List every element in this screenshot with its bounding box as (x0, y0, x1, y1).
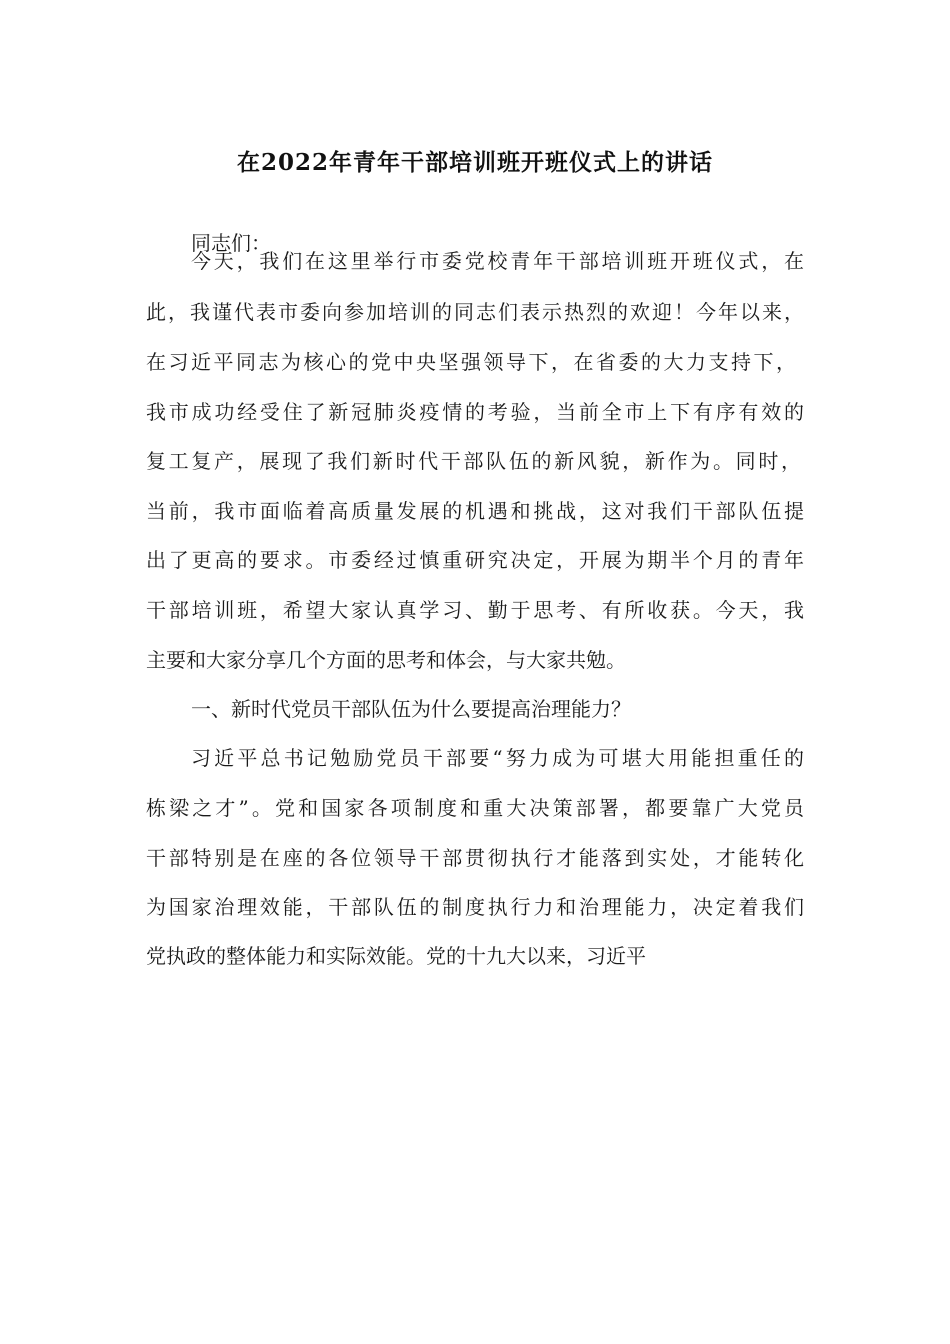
document-title: 在2022年青年干部培训班开班仪式上的讲话 (236, 149, 713, 176)
paragraph-line: 当前，我市面临着高质量发展的机遇和挑战，这对我们干部队伍提 (146, 499, 804, 523)
section-heading: 一、新时代党员干部队伍为什么要提高治理能力？ (191, 697, 631, 721)
paragraph-line: 在习近平同志为核心的党中央坚强领导下，在省委的大力支持下， (146, 350, 796, 374)
paragraph-line: 干部培训班，希望大家认真学习、勤于思考、有所收获。今天，我 (146, 598, 804, 622)
paragraph-line: 为国家治理效能，干部队伍的制度执行力和治理能力，决定着我们 (146, 895, 804, 919)
salutation: 同志们： (191, 231, 271, 255)
paragraph-line: 干部特别是在座的各位领导干部贯彻执行才能落到实处，才能转化 (146, 846, 804, 870)
paragraph-line: 党执政的整体能力和实际效能。党的十九大以来，习近平 (146, 944, 646, 968)
paragraph-line: 今天，我们在这里举行市委党校青年干部培训班开班仪式，在 (191, 249, 804, 273)
paragraph-line: 习近平总书记勉励党员干部要“努力成为可堪大用能担重任的 (191, 746, 804, 770)
paragraph-line: 此，我谨代表市委向参加培训的同志们表示热烈的欢迎！今年以来， (146, 300, 804, 324)
paragraph-line: 出了更高的要求。市委经过慎重研究决定，开展为期半个月的青年 (146, 548, 804, 572)
paragraph-line: 我市成功经受住了新冠肺炎疫情的考验，当前全市上下有序有效的 (146, 400, 804, 424)
paragraph-line: 栋梁之才”。党和国家各项制度和重大决策部署，都要靠广大党员 (146, 796, 804, 820)
paragraph-line: 主要和大家分享几个方面的思考和体会，与大家共勉。 (146, 648, 626, 672)
paragraph-line: 复工复产，展现了我们新时代干部队伍的新风貌，新作为。同时， (146, 449, 801, 473)
